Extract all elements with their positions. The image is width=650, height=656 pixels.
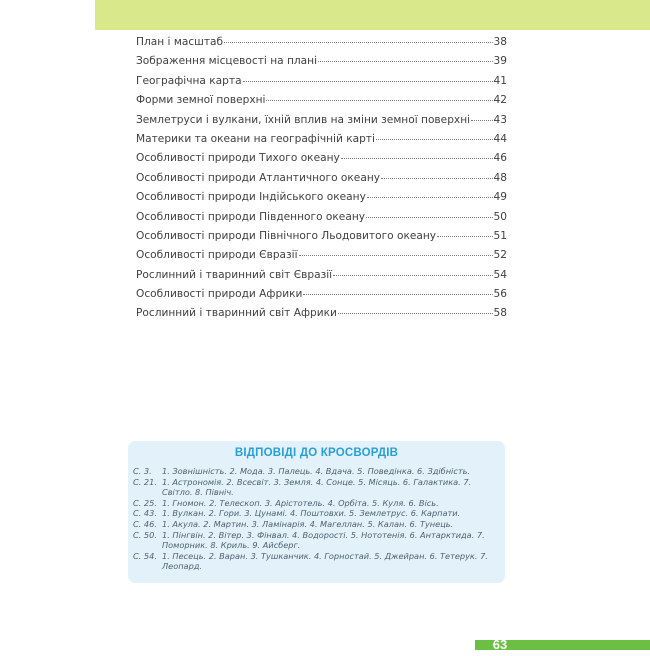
toc-entry-title: План і масштаб — [136, 36, 224, 48]
toc-entry-page: 49 — [493, 191, 507, 204]
toc-leader-dots — [367, 197, 493, 198]
toc-entry-page: 46 — [493, 152, 507, 165]
toc-leader-dots — [333, 275, 492, 276]
toc-entry-title: Форми земної поверхні — [136, 94, 266, 107]
toc-entry-title: Особливості природи Атлантичного океану — [136, 171, 381, 184]
answer-text: 1. Астрономія. 2. Всесвіт. 3. Земля. 4. Сонце. 5. Місяць. 6. Галактика. 7. Світло. 8. Північ. — [162, 476, 472, 498]
toc-entry-page: 41 — [493, 74, 507, 87]
answers-list — [128, 466, 505, 572]
page-number: 63 — [492, 636, 508, 652]
toc-entry — [136, 307, 507, 326]
toc-entry — [136, 172, 507, 191]
toc-entry-page: 44 — [493, 132, 507, 145]
toc-entry-page: 50 — [493, 210, 507, 223]
toc-entry-page: 52 — [493, 249, 507, 262]
toc-entry-page: 51 — [493, 229, 507, 242]
toc-entry — [136, 75, 507, 94]
toc-leader-dots — [471, 120, 492, 121]
answer-row — [128, 519, 505, 530]
toc-entry-page: 42 — [493, 94, 507, 107]
toc-entry-title: Рослинний і тваринний світ Євразії — [136, 268, 333, 281]
toc-entry-title: Рослинний і тваринний світ Африки — [136, 307, 337, 320]
answer-row — [128, 477, 505, 498]
toc-leader-dots — [224, 42, 492, 43]
answer-text: 1. Акула. 2. Мартин. 3. Ламінарія. 4. Магеллан. 5. Калан. 6. Тунець. — [162, 518, 454, 529]
toc-entry-title: Особливості природи Африки — [136, 288, 303, 301]
toc-entry — [136, 36, 507, 55]
toc-entry — [136, 133, 507, 152]
toc-entry — [136, 211, 507, 230]
answer-page-ref: С. 54. — [133, 550, 157, 561]
toc-entry-title: Особливості природи Індійського океану — [136, 191, 366, 204]
answers-title: ВІДПОВІДІ ДО КРОСВОРДІВ — [234, 447, 399, 459]
toc-entry — [136, 114, 507, 133]
answer-text: 1. Зовнішність. 2. Мода. 3. Палець. 4. Вдача. 5. Поведінка. 6. Здібність. — [162, 466, 471, 476]
toc-leader-dots — [437, 236, 492, 237]
answer-text: 1. Пінгвін. 2. Вітер. 3. Фінвал. 4. Водорості. 5. Нототенія. 6. Антарктида. 7. Поморник. 8. Криль. 9. Айсберг. — [162, 529, 485, 551]
toc-entry — [136, 152, 507, 171]
toc-entry-title: Особливості природи Євразії — [136, 249, 298, 262]
toc-entry-title: Географічна карта — [136, 74, 242, 87]
answer-row — [128, 551, 505, 572]
toc-entry-page: 43 — [493, 113, 507, 126]
toc-entry-title: Особливості природи Північного Льодовитого океану — [136, 229, 437, 242]
toc-entry-title: Зображення місцевості на плані — [136, 55, 318, 68]
toc-entry — [136, 191, 507, 210]
toc-leader-dots — [366, 217, 493, 218]
answer-text: 1. Песець. 2. Варан. 3. Тушканчик. 4. Горностай. 5. Джейран. 6. Тетерук. 7. Леопард. — [162, 550, 488, 572]
toc-entry-page: 56 — [493, 288, 507, 301]
answer-page-ref: С. 43. — [133, 508, 157, 519]
answer-text: 1. Гномон. 2. Телескоп. 3. Арістотель. 4. Орбіта. 5. Куля. 6. Вісь. — [162, 497, 439, 508]
top-color-band — [95, 0, 650, 30]
toc-entry-page: 58 — [493, 307, 507, 320]
answer-row — [128, 508, 505, 519]
toc-entry-page: 38 — [493, 36, 507, 48]
toc-entry-page: 39 — [493, 55, 507, 68]
answer-page-ref: С. 3. — [133, 466, 152, 476]
toc-entry-title: Землетруси і вулкани, їхній вплив на зміни земної поверхні — [136, 113, 471, 126]
answer-page-ref: С. 25. — [133, 497, 157, 508]
answer-page-ref: С. 21. — [133, 476, 157, 487]
toc-entry — [136, 269, 507, 288]
toc-entry — [136, 249, 507, 268]
toc-entry-title: Особливості природи Південного океану — [136, 210, 366, 223]
toc-entry-page: 48 — [493, 171, 507, 184]
toc-entry-title: Материки та океани на географічній карті — [136, 132, 375, 145]
crossword-answers-box — [128, 441, 505, 583]
toc-leader-dots — [338, 313, 493, 314]
toc-entry-title: Особливості природи Тихого океану — [136, 152, 340, 165]
toc-leader-dots — [376, 139, 493, 140]
toc-entry — [136, 94, 507, 113]
toc-entry — [136, 55, 507, 74]
toc-entry — [136, 230, 507, 249]
table-of-contents — [136, 36, 507, 327]
answer-page-ref: С. 50. — [133, 529, 157, 540]
answer-row — [128, 498, 505, 509]
toc-leader-dots — [243, 81, 493, 82]
toc-leader-dots — [299, 255, 493, 256]
toc-leader-dots — [266, 100, 492, 101]
answer-text: 1. Вулкан. 2. Гори. 3. Цунамі. 4. Поштовхи. 5. Землетрус. 6. Карпати. — [162, 508, 461, 519]
answer-row — [128, 466, 505, 477]
answer-page-ref: С. 46. — [133, 518, 157, 529]
toc-leader-dots — [381, 178, 493, 179]
toc-leader-dots — [341, 158, 493, 159]
answer-row — [128, 530, 505, 551]
toc-entry-page: 54 — [493, 268, 507, 281]
toc-leader-dots — [318, 61, 492, 62]
toc-entry — [136, 288, 507, 307]
toc-leader-dots — [303, 294, 492, 295]
